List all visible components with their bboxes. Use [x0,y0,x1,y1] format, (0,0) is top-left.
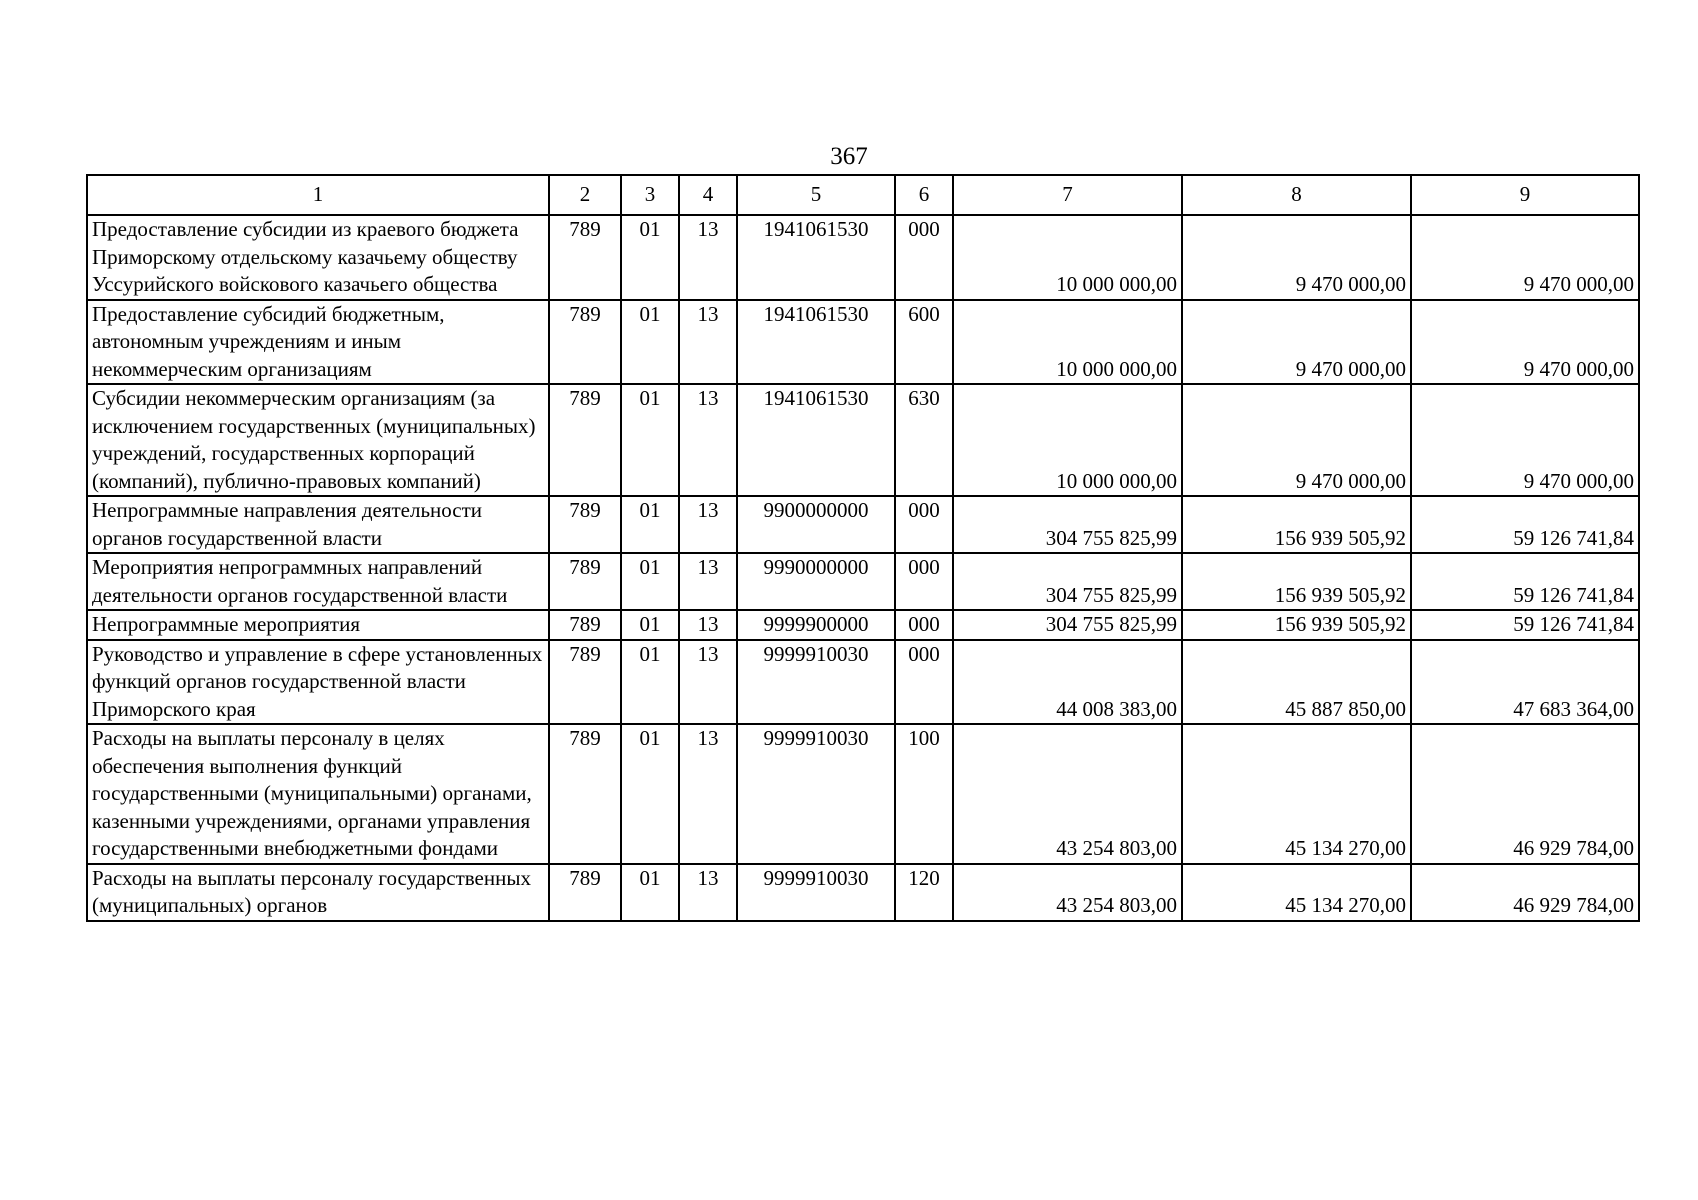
amount-col9: 59 126 741,84 [1411,610,1639,640]
expense-type-code: 100 [895,724,953,864]
column-header: 8 [1182,175,1411,215]
budget-table [86,174,1640,922]
subsection-code: 13 [679,553,737,610]
section-code: 01 [621,384,679,496]
subsection-code: 13 [679,300,737,385]
subsection-code: 13 [679,610,737,640]
amount-col7: 44 008 383,00 [953,640,1182,725]
amount-col7: 10 000 000,00 [953,384,1182,496]
target-item-code: 9999900000 [737,610,895,640]
table-row [87,864,1639,921]
ministry-code: 789 [549,610,621,640]
expense-name: Предоставление субсидий бюджетным, автономным учреждениям и иным некоммерческим организациям [87,300,549,385]
subsection-code: 13 [679,640,737,725]
section-code: 01 [621,215,679,300]
ministry-code: 789 [549,215,621,300]
column-header: 2 [549,175,621,215]
amount-col9: 59 126 741,84 [1411,553,1639,610]
section-code: 01 [621,553,679,610]
subsection-code: 13 [679,496,737,553]
target-item-code: 9999910030 [737,724,895,864]
section-code: 01 [621,300,679,385]
amount-col9: 46 929 784,00 [1411,724,1639,864]
section-code: 01 [621,640,679,725]
amount-col7: 304 755 825,99 [953,610,1182,640]
expense-name: Непрограммные направления деятельности органов государственной власти [87,496,549,553]
subsection-code: 13 [679,215,737,300]
expense-type-code: 600 [895,300,953,385]
amount-col8: 45 887 850,00 [1182,640,1411,725]
column-header: 5 [737,175,895,215]
expense-type-code: 000 [895,640,953,725]
amount-col8: 156 939 505,92 [1182,496,1411,553]
target-item-code: 9990000000 [737,553,895,610]
amount-col9: 9 470 000,00 [1411,384,1639,496]
amount-col8: 45 134 270,00 [1182,724,1411,864]
column-header: 6 [895,175,953,215]
section-code: 01 [621,864,679,921]
expense-type-code: 000 [895,553,953,610]
column-header: 4 [679,175,737,215]
amount-col7: 10 000 000,00 [953,300,1182,385]
amount-col7: 304 755 825,99 [953,496,1182,553]
ministry-code: 789 [549,553,621,610]
table-row [87,300,1639,385]
target-item-code: 9999910030 [737,864,895,921]
amount-col8: 45 134 270,00 [1182,864,1411,921]
column-header: 1 [87,175,549,215]
section-code: 01 [621,610,679,640]
expense-name: Мероприятия непрограммных направлений деятельности органов государственной власти [87,553,549,610]
target-item-code: 1941061530 [737,300,895,385]
subsection-code: 13 [679,864,737,921]
table-row [87,610,1639,640]
amount-col9: 59 126 741,84 [1411,496,1639,553]
expense-name: Расходы на выплаты персоналу государственных (муниципальных) органов [87,864,549,921]
expense-type-code: 120 [895,864,953,921]
table-row [87,384,1639,496]
page-number: 367 [830,143,868,170]
target-item-code: 1941061530 [737,215,895,300]
amount-col8: 156 939 505,92 [1182,553,1411,610]
amount-col7: 10 000 000,00 [953,215,1182,300]
amount-col9: 46 929 784,00 [1411,864,1639,921]
expense-name: Непрограммные мероприятия [87,610,549,640]
amount-col7: 43 254 803,00 [953,864,1182,921]
amount-col8: 9 470 000,00 [1182,300,1411,385]
ministry-code: 789 [549,384,621,496]
expense-name: Субсидии некоммерческим организациям (за исключением государственных (муниципальных) учреждений, государственных корпораций (компаний), публично-правовых компаний) [87,384,549,496]
target-item-code: 1941061530 [737,384,895,496]
ministry-code: 789 [549,864,621,921]
amount-col9: 47 683 364,00 [1411,640,1639,725]
expense-name: Предоставление субсидии из краевого бюджета Приморскому отдельскому казачьему обществу Уссурийского войскового казачьего общества [87,215,549,300]
ministry-code: 789 [549,300,621,385]
expense-type-code: 000 [895,496,953,553]
column-header: 7 [953,175,1182,215]
amount-col9: 9 470 000,00 [1411,300,1639,385]
header-row [87,175,1639,215]
section-code: 01 [621,724,679,864]
expense-name: Расходы на выплаты персоналу в целях обеспечения выполнения функций государственными (муниципальными) органами, казенными учреждениями, органами управления государственными внебюджетными фондами [87,724,549,864]
ministry-code: 789 [549,640,621,725]
target-item-code: 9900000000 [737,496,895,553]
column-header: 3 [621,175,679,215]
expense-type-code: 000 [895,610,953,640]
amount-col7: 304 755 825,99 [953,553,1182,610]
expense-type-code: 000 [895,215,953,300]
expense-name: Руководство и управление в сфере установленных функций органов государственной власти Приморского края [87,640,549,725]
table-row [87,640,1639,725]
amount-col8: 9 470 000,00 [1182,215,1411,300]
amount-col7: 43 254 803,00 [953,724,1182,864]
expense-type-code: 630 [895,384,953,496]
table-row [87,724,1639,864]
table-row [87,496,1639,553]
amount-col8: 156 939 505,92 [1182,610,1411,640]
amount-col9: 9 470 000,00 [1411,215,1639,300]
ministry-code: 789 [549,496,621,553]
section-code: 01 [621,496,679,553]
target-item-code: 9999910030 [737,640,895,725]
ministry-code: 789 [549,724,621,864]
amount-col8: 9 470 000,00 [1182,384,1411,496]
table-row [87,553,1639,610]
subsection-code: 13 [679,724,737,864]
table-row [87,215,1639,300]
subsection-code: 13 [679,384,737,496]
column-header: 9 [1411,175,1639,215]
